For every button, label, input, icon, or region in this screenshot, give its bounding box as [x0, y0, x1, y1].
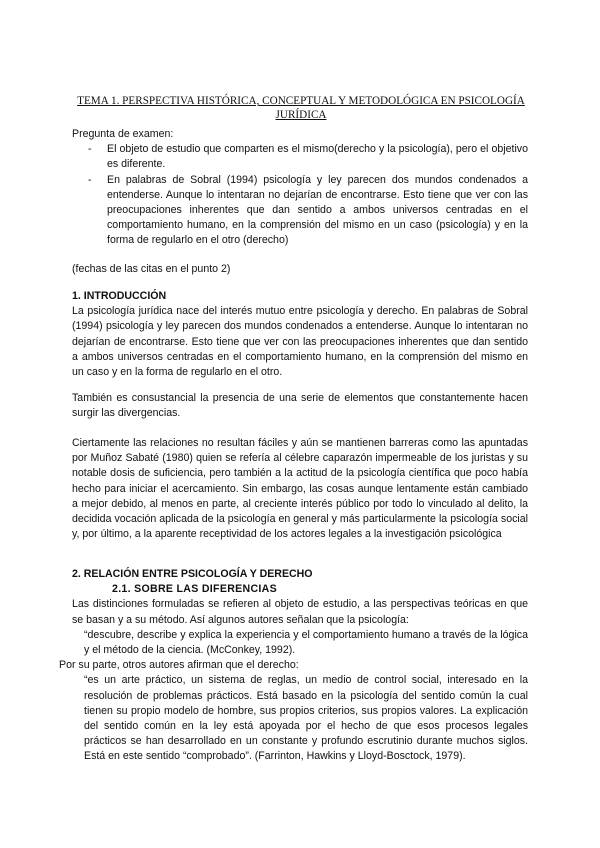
exam-question-block [72, 127, 528, 249]
dash-bullet: - [88, 143, 92, 156]
paragraph: También es consustancial la presencia de una serie de elementos que constantemente hacen surgir las divergencias. [72, 392, 528, 420]
exam-items-list [72, 142, 528, 248]
section-heading: 2. RELACIÓN ENTRE PSICOLOGÍA Y DERECHO [72, 568, 313, 580]
paragraph: Por su parte, otros autores afirman que el derecho: [59, 659, 299, 672]
section-introduccion [72, 289, 528, 380]
paragraph: La psicología jurídica nace del interés mutuo entre psicología y derecho. En palabras de Sobral (1994) psicología y ley parecen dos mundos condenados a entenderse. Aunque lo intentaran no dejarían de encontrarse. Esto tiene que ver con las preocupaciones inherentes que dan sentido a ambos universos centradas en el comportamiento humano, en la comprensión del mismo en un caso y en la forma de regularlo en el otro. [72, 305, 528, 379]
section-heading: 1. INTRODUCCIÓN [72, 290, 167, 302]
exam-label: Pregunta de examen: [72, 128, 174, 140]
exam-item-text: El objeto de estudio que comparten es el mismo(derecho y la psicología), pero el objetivo es diferente. [107, 143, 528, 171]
dash-bullet: - [88, 173, 92, 186]
list-item [72, 173, 528, 249]
section-relacion [59, 567, 528, 765]
exam-item-text: En palabras de Sobral (1994) psicología y ley parecen dos mundos condenados a entenderse. Aunque lo intentaran no dejarían de encontrarse. Esto tiene que ver con las preocupaciones inherentes que dan sentido a ambos universos centradas en el comportamiento humano, en la comprensión del mismo en un caso (psicología) y en la forma de regularlo en el otro (derecho) [107, 173, 528, 247]
document-title: TEMA 1. PERSPECTIVA HISTÓRICA, CONCEPTUAL Y METODOLÓGICA EN PSICOLOGÍA JURÍDICA [77, 95, 525, 121]
paragraph: Las distinciones formuladas se refieren al objeto de estudio, a las perspectivas teóricas en que se basan y a su método. Así algunos autores señalan que la psicología: [72, 598, 528, 626]
paragraph: Ciertamente las relaciones no resultan fáciles y aún se mantienen barreras como las apuntadas por Muñoz Sabaté (1980) quien se refería al célebre caparazón impermeable de los juristas y su notable dosis de suficiencia, pero también a la actitud de la psicología científica que poco había hecho para iniciar el acercamiento. Sin embargo, las cosas aunque lentamente están cambiado a mejor debido, al menos en parte, al creciente interés público por todo lo vinculado al delito, la decidida vocación aplicada de la psicología en general y más particularmente la psicología social y, por último, a la aparente receptividad de los actores legales a la investigación psicológica [72, 437, 528, 541]
list-item [72, 142, 528, 172]
dates-note: (fechas de las citas en el punto 2) [72, 263, 231, 275]
quote: “descubre, describe y explica la experiencia y el comportamiento humano a través de la lógica y el método de la ciencia. (McConkey, 1992). [84, 628, 528, 657]
quote: “es un arte práctico, un sistema de reglas, un medio de control social, interesado en la resolución de problemas prácticos. Está basado en la psicología del sentido común la cual tienen su propio modelo de hombre, sus propios criterios, sus propios valores. La explicación del sentido común en la ley está apoyada por el hecho de que esos procesos legales prácticos se han desarrollado en un constante y profundo escrutinio durante muchos siglos. Está en este sentido “comprobado”. (Farrinton, Hawkins y Lloyd-Bosctock, 1979). [84, 674, 528, 763]
subsection-heading: 2.1. SOBRE LAS DIFERENCIAS [112, 583, 277, 596]
